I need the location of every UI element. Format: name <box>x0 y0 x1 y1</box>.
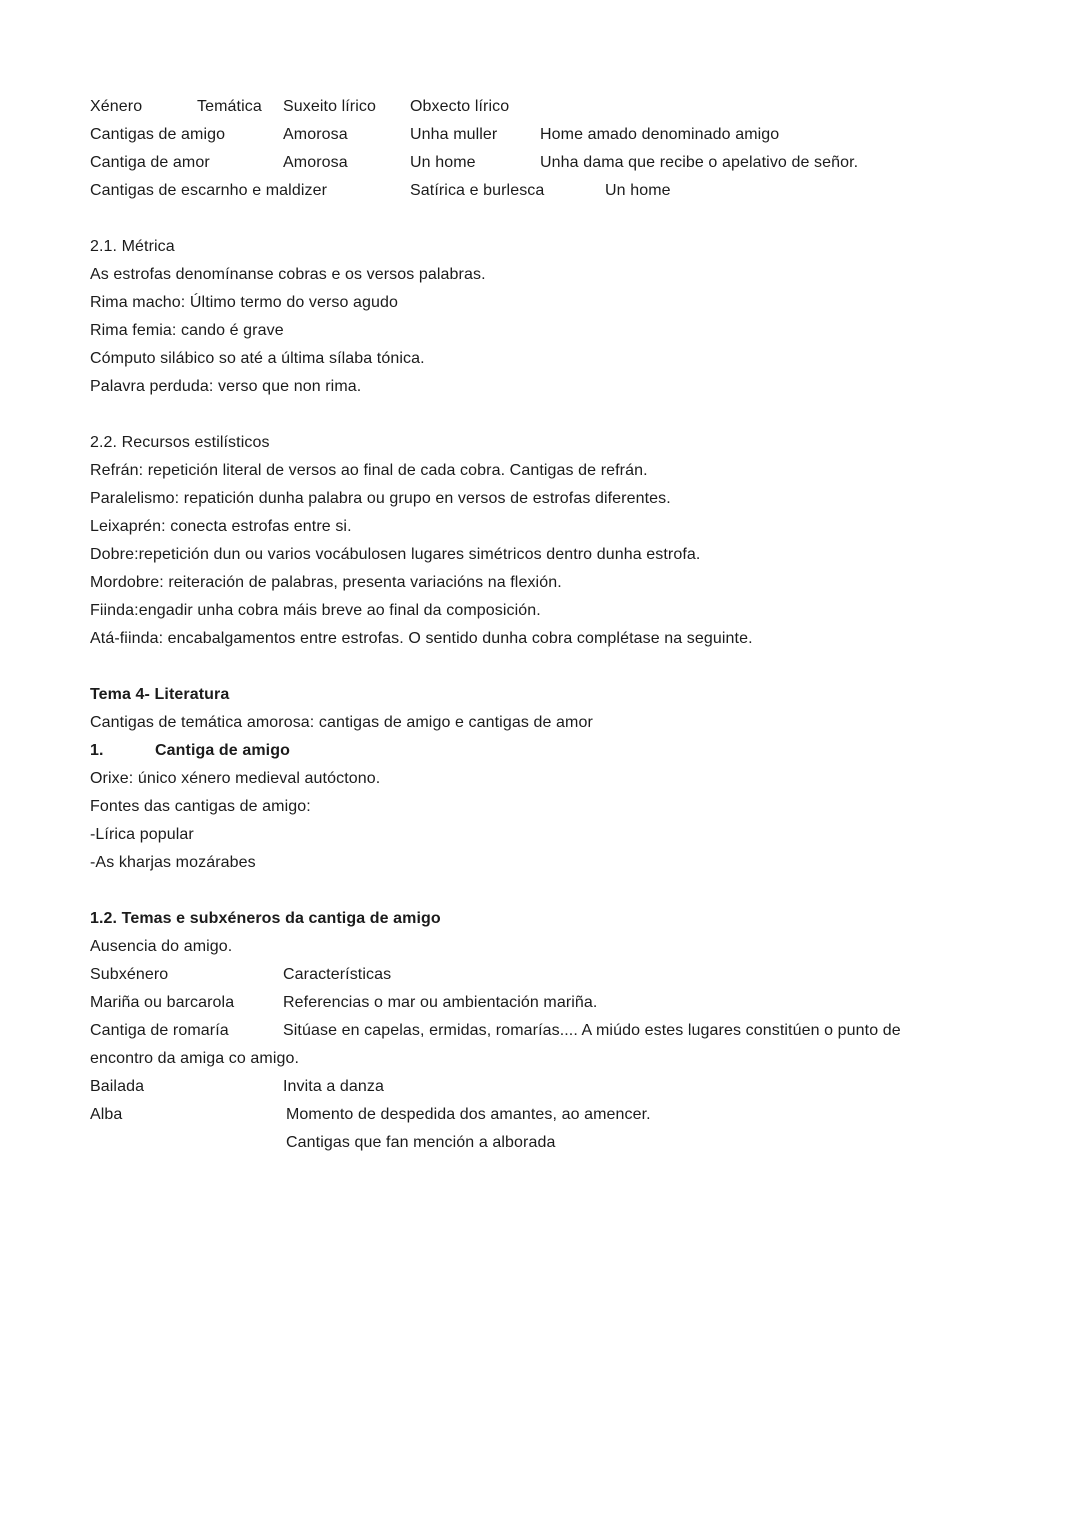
text-segment: Xénero <box>90 98 143 115</box>
text-line <box>90 625 1040 653</box>
text-segment: Rima femia: cando é grave <box>90 322 284 339</box>
text-segment: Amorosa <box>283 126 348 143</box>
text-line <box>90 1073 1040 1101</box>
text-line <box>90 1129 1040 1157</box>
text-segment: -As kharjas mozárabes <box>90 854 256 871</box>
text-line <box>90 541 1040 569</box>
text-line <box>90 345 1040 373</box>
text-segment: Home amado denominado amigo <box>540 126 780 143</box>
text-line <box>90 177 1040 205</box>
text-segment: Rima macho: Último termo do verso agudo <box>90 294 399 311</box>
text-segment: Mordobre: reiteración de palabras, presenta variacións na flexión. <box>90 574 562 591</box>
text-segment: Bailada <box>90 1078 145 1095</box>
text-segment: Momento de despedida dos amantes, ao amencer. <box>286 1106 651 1123</box>
blank-line <box>90 205 1040 233</box>
text-segment: Características <box>283 966 392 983</box>
text-segment: Sitúase en capelas, ermidas, romarías.... A miúdo estes lugares constitúen o punto de <box>283 1022 901 1039</box>
text-line <box>90 233 1040 261</box>
text-segment: Satírica e burlesca <box>410 182 545 199</box>
text-segment: Suxeito lírico <box>283 98 376 115</box>
text-segment: Fontes das cantigas de amigo: <box>90 798 311 815</box>
heading-segment: Cantiga de amigo <box>155 742 290 759</box>
text-segment: encontro da amiga co amigo. <box>90 1050 300 1067</box>
blank-line <box>90 653 1040 681</box>
text-segment: Obxecto lírico <box>410 98 510 115</box>
text-line <box>90 289 1040 317</box>
text-segment: Refrán: repetición literal de versos ao final de cada cobra. Cantigas de refrán. <box>90 462 648 479</box>
text-line <box>90 961 1040 989</box>
text-line <box>90 849 1040 877</box>
text-line <box>90 93 1040 121</box>
text-line <box>90 597 1040 625</box>
text-line <box>90 513 1040 541</box>
text-line <box>90 1017 1040 1045</box>
text-segment: Fiinda:engadir unha cobra máis breve ao final da composición. <box>90 602 541 619</box>
text-segment: Alba <box>90 1106 123 1123</box>
text-line <box>90 121 1040 149</box>
text-line <box>90 793 1040 821</box>
text-segment: Cantigas de amigo <box>90 126 226 143</box>
text-segment: Temática <box>197 98 262 115</box>
text-line <box>90 709 1040 737</box>
text-line <box>90 933 1040 961</box>
text-segment: Ausencia do amigo. <box>90 938 233 955</box>
text-segment: Un home <box>410 154 476 171</box>
text-segment: Palavra perduda: verso que non rima. <box>90 378 362 395</box>
text-segment: Dobre:repetición dun ou varios vocábulosen lugares simétricos dentro dunha estrofa. <box>90 546 701 563</box>
text-line <box>90 1045 1040 1073</box>
document-body <box>90 93 1040 1157</box>
text-segment: Paralelismo: repatición dunha palabra ou grupo en versos de estrofas diferentes. <box>90 490 671 507</box>
text-segment: As estrofas denomínanse cobras e os versos palabras. <box>90 266 486 283</box>
text-segment: Un home <box>605 182 671 199</box>
text-segment: Subxénero <box>90 966 169 983</box>
text-line <box>90 317 1040 345</box>
text-line <box>90 261 1040 289</box>
text-line <box>90 765 1040 793</box>
text-segment: 2.1. Métrica <box>90 238 175 255</box>
text-segment: Referencias o mar ou ambientación mariña. <box>283 994 598 1011</box>
text-segment: Cantiga de romaría <box>90 1022 229 1039</box>
text-line <box>90 737 1040 765</box>
text-line <box>90 485 1040 513</box>
text-line <box>90 149 1040 177</box>
text-line <box>90 569 1040 597</box>
blank-line <box>90 877 1040 905</box>
text-segment: Cantigas de temática amorosa: cantigas de amigo e cantigas de amor <box>90 714 593 731</box>
text-segment: Atá-fiinda: encabalgamentos entre estrofas. O sentido dunha cobra complétase na seguinte. <box>90 630 753 647</box>
heading-segment: 1. <box>90 742 104 759</box>
text-segment: Unha dama que recibe o apelativo de señor. <box>540 154 859 171</box>
text-line <box>90 457 1040 485</box>
text-segment: Cantigas que fan mención a alborada <box>286 1134 556 1151</box>
heading-segment: Tema 4- Literatura <box>90 686 230 703</box>
text-line <box>90 989 1040 1017</box>
text-segment: Mariña ou barcarola <box>90 994 235 1011</box>
text-segment: Orixe: único xénero medieval autóctono. <box>90 770 381 787</box>
text-line <box>90 429 1040 457</box>
text-segment: Cómputo silábico so até a última sílaba tónica. <box>90 350 425 367</box>
text-segment: Cantiga de amor <box>90 154 210 171</box>
text-segment: -Lírica popular <box>90 826 194 843</box>
text-segment: Cantigas de escarnho e maldizer <box>90 182 328 199</box>
text-line <box>90 905 1040 933</box>
text-segment: Amorosa <box>283 154 348 171</box>
text-line <box>90 1101 1040 1129</box>
blank-line <box>90 401 1040 429</box>
heading-segment: 1.2. Temas e subxéneros da cantiga de amigo <box>90 910 441 927</box>
text-segment: Leixaprén: conecta estrofas entre si. <box>90 518 352 535</box>
text-line <box>90 681 1040 709</box>
text-segment: Unha muller <box>410 126 498 143</box>
text-line <box>90 821 1040 849</box>
text-line <box>90 373 1040 401</box>
text-segment: 2.2. Recursos estilísticos <box>90 434 270 451</box>
text-segment: Invita a danza <box>283 1078 385 1095</box>
